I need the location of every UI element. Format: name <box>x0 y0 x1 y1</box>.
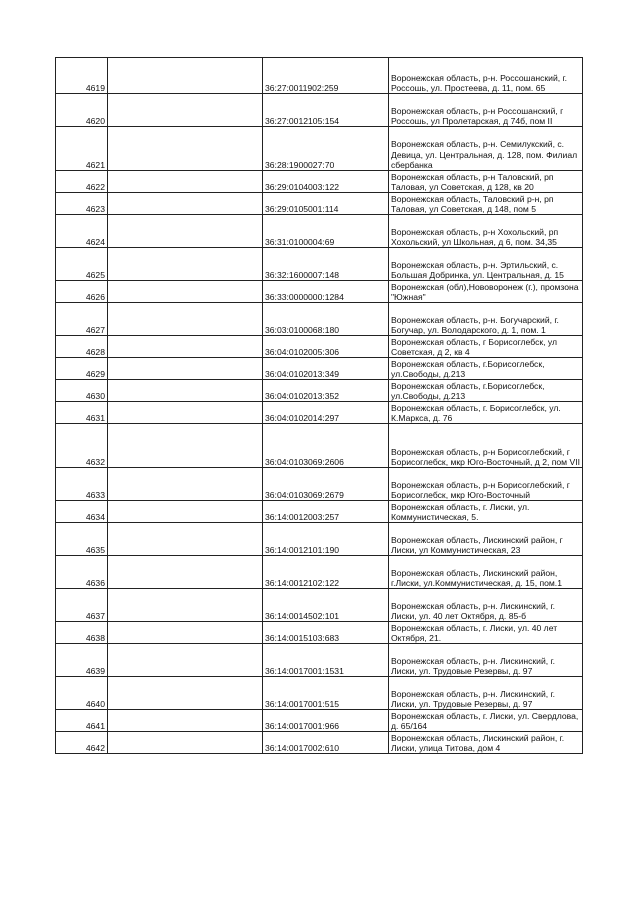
row-number: 4624 <box>56 215 108 248</box>
cadastral-number: 36:04:0102014:297 <box>263 402 389 424</box>
empty-cell <box>108 171 263 193</box>
address: Воронежская область, г. Лиски, ул. Свердлова, д. 65/164 <box>389 710 583 732</box>
cadastral-number: 36:14:0012003:257 <box>263 501 389 523</box>
empty-cell <box>108 380 263 402</box>
cadastral-number: 36:04:0102005:306 <box>263 336 389 358</box>
address: Воронежская область, р-н. Лискинский, г. Лиски, ул. Трудовые Резервы, д. 97 <box>389 677 583 710</box>
empty-cell <box>108 556 263 589</box>
table-row <box>56 501 583 523</box>
table-row <box>56 281 583 303</box>
table-row <box>56 468 583 501</box>
address: Воронежская область, р-н Борисоглебский, г Борисоглебск, мкр Юго-Восточный <box>389 468 583 501</box>
row-number: 4627 <box>56 303 108 336</box>
address: Воронежская область, р-н. Лискинский, г. Лиски, ул. 40 лет Октября, д. 85-б <box>389 589 583 622</box>
cadastral-number: 36:14:0012101:190 <box>263 523 389 556</box>
row-number: 4625 <box>56 248 108 281</box>
address: Воронежская область, р-н. Эртильский, с. Большая Добринка, ул. Центральная, д. 15 <box>389 248 583 281</box>
address: Воронежская область, р-н. Семилукский, с. Девица, ул. Центральная, д. 128, пом. Филиал сбербанка <box>389 127 583 171</box>
empty-cell <box>108 94 263 127</box>
cadastral-number: 36:14:0012102:122 <box>263 556 389 589</box>
empty-cell <box>108 523 263 556</box>
table-row <box>56 336 583 358</box>
address: Воронежская область, Лискинский район, г. Лиски, улица Титова, дом 4 <box>389 732 583 754</box>
empty-cell <box>108 336 263 358</box>
row-number: 4638 <box>56 622 108 644</box>
address: Воронежская область, г. Борисоглебск, ул. К.Маркса, д. 76 <box>389 402 583 424</box>
cadastral-number: 36:04:0102013:349 <box>263 358 389 380</box>
empty-cell <box>108 127 263 171</box>
empty-cell <box>108 193 263 215</box>
empty-cell <box>108 424 263 468</box>
address: Воронежская область, р-н Хохольский, рп Хохольский, ул Школьная, д 6, пом. 34,35 <box>389 215 583 248</box>
empty-cell <box>108 501 263 523</box>
empty-cell <box>108 281 263 303</box>
table-row <box>56 58 583 94</box>
row-number: 4619 <box>56 58 108 94</box>
cadastral-number: 36:28:1900027:70 <box>263 127 389 171</box>
empty-cell <box>108 468 263 501</box>
address: Воронежская область, г. Лиски, ул. 40 лет Октября, 21. <box>389 622 583 644</box>
row-number: 4626 <box>56 281 108 303</box>
address: Воронежская область, Лискинский район, г.Лиски, ул.Коммунистическая, д. 15, пом.1 <box>389 556 583 589</box>
cadastral-number: 36:14:0015103:683 <box>263 622 389 644</box>
empty-cell <box>108 402 263 424</box>
table-row <box>56 589 583 622</box>
registry-table <box>55 57 583 754</box>
row-number: 4620 <box>56 94 108 127</box>
row-number: 4639 <box>56 644 108 677</box>
row-number: 4633 <box>56 468 108 501</box>
cadastral-number: 36:14:0017001:515 <box>263 677 389 710</box>
table-row <box>56 380 583 402</box>
table-row <box>56 732 583 754</box>
address: Воронежская (обл),Нововоронеж (г.), промзона "Южная" <box>389 281 583 303</box>
address: Воронежская область, г.Борисоглебск, ул.Свободы, д.213 <box>389 358 583 380</box>
table-row <box>56 248 583 281</box>
address: Воронежская область, р-н Таловский, рп Таловая, ул Советская, д 128, кв 20 <box>389 171 583 193</box>
empty-cell <box>108 677 263 710</box>
table-row <box>56 215 583 248</box>
row-number: 4634 <box>56 501 108 523</box>
cadastral-number: 36:27:0012105:154 <box>263 94 389 127</box>
table-row <box>56 171 583 193</box>
cadastral-number: 36:14:0017002:610 <box>263 732 389 754</box>
row-number: 4621 <box>56 127 108 171</box>
row-number: 4642 <box>56 732 108 754</box>
table-row <box>56 358 583 380</box>
address: Воронежская область, р-н. Россошанский, г. Россошь, ул. Простеева, д. 11, пом. 65 <box>389 58 583 94</box>
row-number: 4636 <box>56 556 108 589</box>
cadastral-number: 36:27:0011902:259 <box>263 58 389 94</box>
address: Воронежская область, Таловский р-н, рп Таловая, ул Советская, д 148, пом 5 <box>389 193 583 215</box>
cadastral-number: 36:04:0103069:2606 <box>263 424 389 468</box>
cadastral-number: 36:29:0104003:122 <box>263 171 389 193</box>
cadastral-number: 36:14:0017001:1531 <box>263 644 389 677</box>
empty-cell <box>108 358 263 380</box>
row-number: 4637 <box>56 589 108 622</box>
table-row <box>56 127 583 171</box>
row-number: 4629 <box>56 358 108 380</box>
table-row <box>56 710 583 732</box>
table-row <box>56 677 583 710</box>
table-row <box>56 303 583 336</box>
address: Воронежская область, р-н. Богучарский, г. Богучар, ул. Володарского, д. 1, пом. 1 <box>389 303 583 336</box>
empty-cell <box>108 215 263 248</box>
cadastral-number: 36:04:0102013:352 <box>263 380 389 402</box>
row-number: 4628 <box>56 336 108 358</box>
row-number: 4631 <box>56 402 108 424</box>
address: Воронежская область, г. Лиски, ул. Коммунистическая, 5. <box>389 501 583 523</box>
empty-cell <box>108 710 263 732</box>
table-row <box>56 556 583 589</box>
empty-cell <box>108 644 263 677</box>
address: Воронежская область, Лискинский район, г Лиски, ул Коммунистическая, 23 <box>389 523 583 556</box>
cadastral-number: 36:31:0100004:69 <box>263 215 389 248</box>
cadastral-number: 36:14:0014502:101 <box>263 589 389 622</box>
cadastral-number: 36:03:0100068:180 <box>263 303 389 336</box>
row-number: 4623 <box>56 193 108 215</box>
table-row <box>56 424 583 468</box>
cadastral-number: 36:29:0105001:114 <box>263 193 389 215</box>
address: Воронежская область, р-н Россошанский, г Россошь, ул Пролетарская, д 74б, пом II <box>389 94 583 127</box>
table-row <box>56 402 583 424</box>
table-row <box>56 193 583 215</box>
row-number: 4635 <box>56 523 108 556</box>
row-number: 4622 <box>56 171 108 193</box>
empty-cell <box>108 303 263 336</box>
cadastral-number: 36:04:0103069:2679 <box>263 468 389 501</box>
address: Воронежская область, г Борисоглебск, ул Советская, д 2, кв 4 <box>389 336 583 358</box>
address: Воронежская область, р-н. Лискинский, г. Лиски, ул. Трудовые Резервы, д. 97 <box>389 644 583 677</box>
table-row <box>56 523 583 556</box>
table-row <box>56 644 583 677</box>
row-number: 4641 <box>56 710 108 732</box>
empty-cell <box>108 589 263 622</box>
cadastral-number: 36:33:0000000:1284 <box>263 281 389 303</box>
empty-cell <box>108 622 263 644</box>
row-number: 4640 <box>56 677 108 710</box>
address: Воронежская область, р-н Борисоглебский, г Борисоглебск, мкр Юго-Восточный, д 2, пом VII <box>389 424 583 468</box>
table-row <box>56 622 583 644</box>
row-number: 4632 <box>56 424 108 468</box>
cadastral-number: 36:32:1600007:148 <box>263 248 389 281</box>
empty-cell <box>108 248 263 281</box>
address: Воронежская область, г.Борисоглебск, ул.Свободы, д.213 <box>389 380 583 402</box>
table-row <box>56 94 583 127</box>
row-number: 4630 <box>56 380 108 402</box>
empty-cell <box>108 732 263 754</box>
empty-cell <box>108 58 263 94</box>
cadastral-number: 36:14:0017001:966 <box>263 710 389 732</box>
registry-table-body <box>56 58 583 754</box>
